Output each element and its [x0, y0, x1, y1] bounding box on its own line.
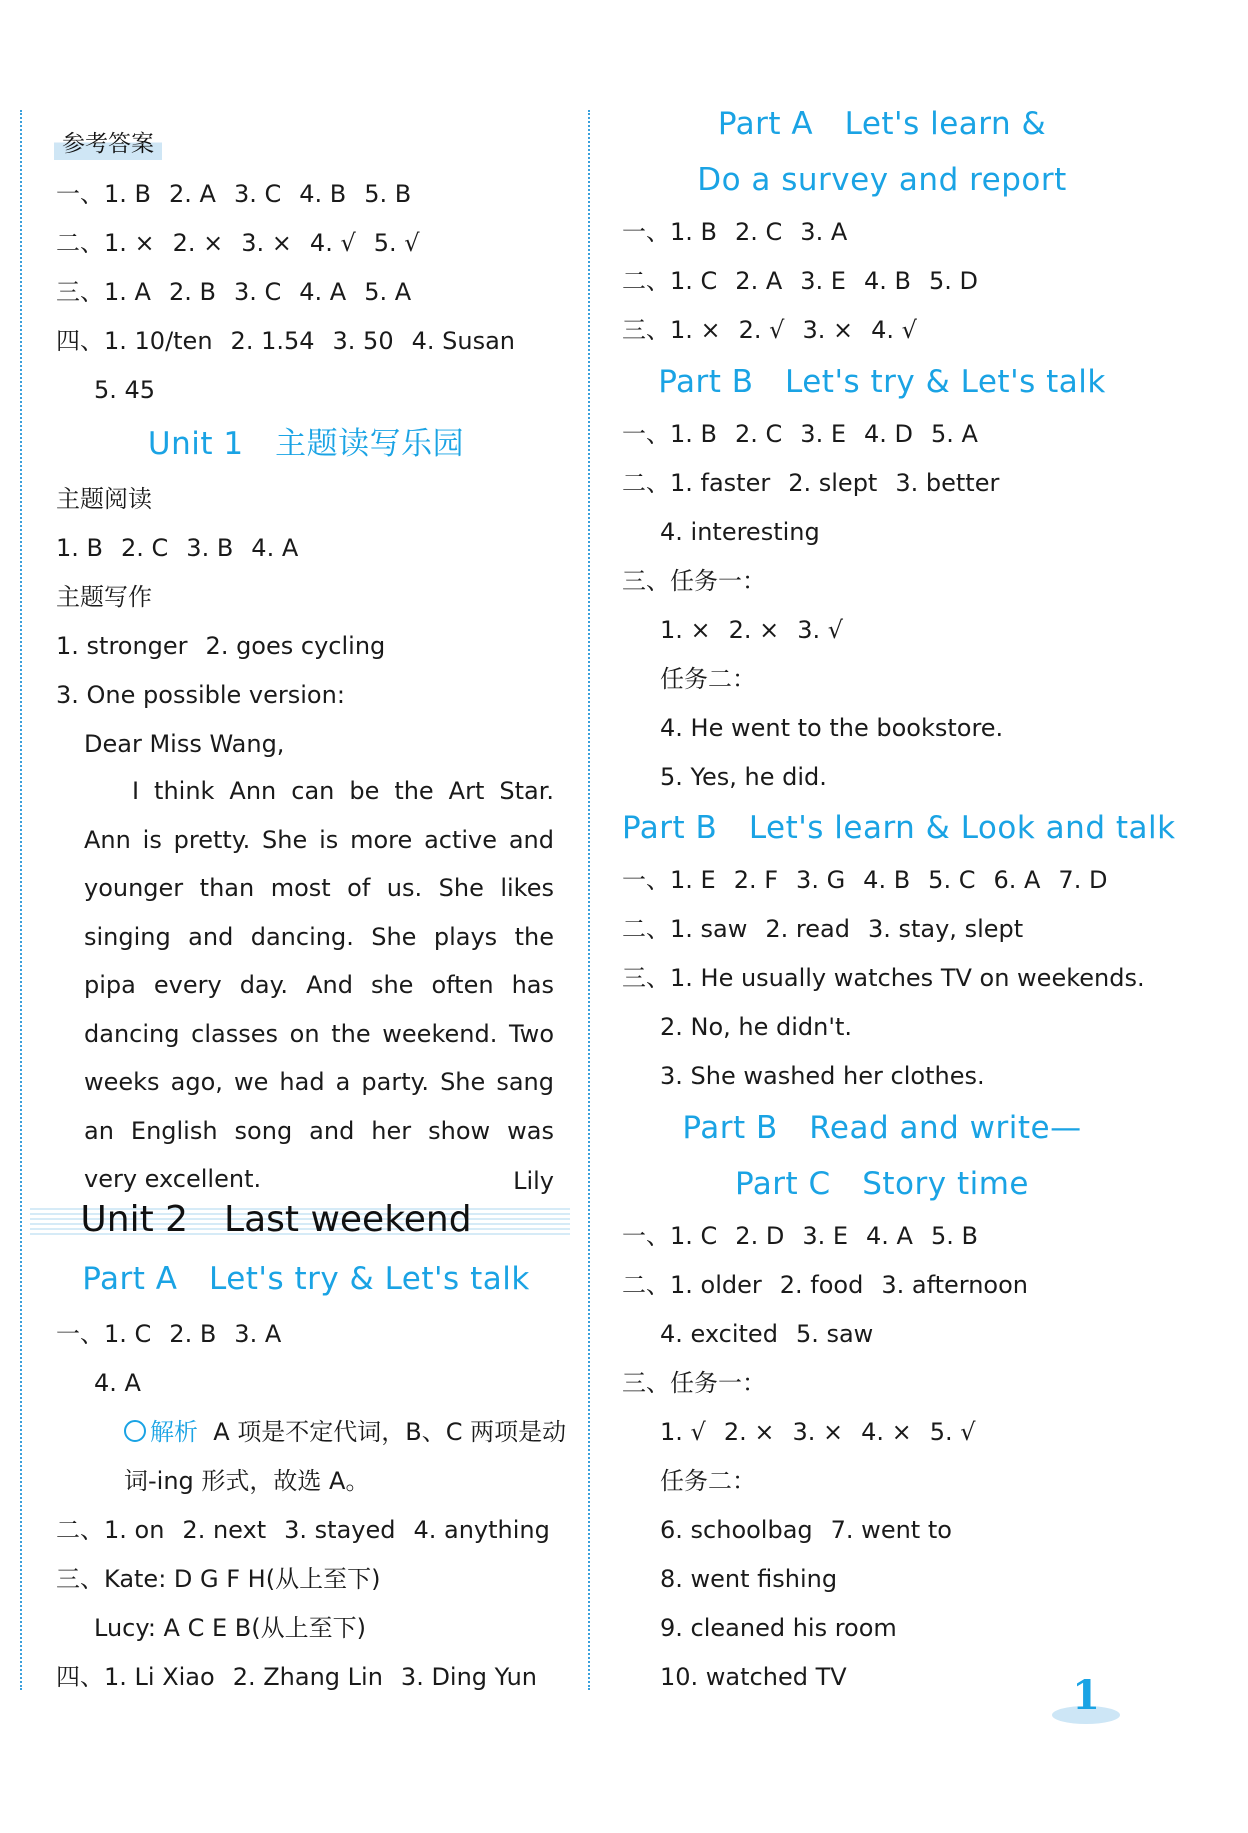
answer-row: 一、1. B 2. C 3. E 4. D 5. A: [622, 420, 978, 448]
reading-label: 主题阅读: [56, 485, 152, 513]
part-a-try-heading: Part A Let's try & Let's talk: [82, 1261, 530, 1297]
answer-row: 5. 45: [94, 376, 156, 404]
answer-row: 9. cleaned his room: [660, 1614, 897, 1642]
answer-row: Lucy: A C E B(从上至下): [94, 1614, 366, 1642]
analysis-note: 解析 A 项是不定代词，B、C 两项是动: [48, 1416, 566, 1448]
answer-row: 三、Kate: D G F H(从上至下): [56, 1565, 381, 1593]
answer-row: 任务二：: [660, 1467, 756, 1495]
answer-row: 二、1. C 2. A 3. E 4. B 5. D: [622, 267, 978, 295]
answer-row: 1. × 2. × 3. √: [660, 616, 844, 644]
part-b-try-heading: Part B Let's try & Let's talk: [658, 364, 1106, 400]
answer-row: 4. He went to the bookstore.: [660, 714, 1004, 742]
analysis-icon: [124, 1420, 146, 1442]
answer-row: 一、1. C 2. D 3. E 4. A 5. B: [622, 1222, 978, 1250]
answer-row: 二、1. faster 2. slept 3. better: [622, 469, 1000, 497]
part-b-read-heading: Part B Read and write—: [682, 1110, 1082, 1146]
answer-row: 三、1. × 2. √ 3. × 4. √: [622, 316, 917, 344]
answer-row: 二、1. on 2. next 3. stayed 4. anything: [56, 1516, 550, 1544]
answer-key-label: 参考答案: [54, 128, 162, 160]
answer-row: 四、1. 10/ten 2. 1.54 3. 50 4. Susan: [56, 327, 515, 355]
page-number: [1050, 1672, 1122, 1728]
answer-row: 二、1. older 2. food 3. afternoon: [622, 1271, 1028, 1299]
answer-row: 8. went fishing: [660, 1565, 838, 1593]
answer-row: 二、1. saw 2. read 3. stay, slept: [622, 915, 1024, 943]
answer-row: 三、任务一：: [622, 1369, 766, 1397]
part-a-learn-heading-1: Part A Let's learn &: [717, 106, 1047, 142]
answer-row: 5. Yes, he did.: [660, 763, 827, 791]
answer-row: 10. watched TV: [660, 1663, 847, 1691]
center-dotted-rule: [588, 110, 590, 1690]
answer-row: 1. √ 2. × 3. × 4. × 5. √: [660, 1418, 976, 1446]
answer-row: 三、1. He usually watches TV on weekends.: [622, 964, 1145, 992]
analysis-note-cont: 词-ing 形式，故选 A。: [124, 1467, 370, 1495]
answer-row: 一、1. C 2. B 3. A: [56, 1320, 282, 1348]
letter-greeting: Dear Miss Wang,: [84, 730, 285, 758]
answer-row: 四、1. Li Xiao 2. Zhang Lin 3. Ding Yun: [56, 1663, 537, 1691]
answer-row: 4. A: [94, 1369, 141, 1397]
answer-row: 3. She washed her clothes.: [660, 1062, 985, 1090]
part-c-story-heading: Part C Story time: [735, 1166, 1029, 1202]
answer-row: 6. schoolbag 7. went to: [660, 1516, 952, 1544]
answer-row: 4. excited 5. saw: [660, 1320, 874, 1348]
answer-row: 一、1. B 2. C 3. A: [622, 218, 848, 246]
unit1-heading: Unit 1 主题读写乐园: [147, 426, 465, 462]
answer-row: 1. B 2. C 3. B 4. A: [56, 534, 299, 562]
answer-row: 一、1. B 2. A 3. C 4. B 5. B: [56, 180, 412, 208]
answer-row: 1. stronger 2. goes cycling: [56, 632, 386, 660]
answer-row: 2. No, he didn't.: [660, 1013, 853, 1041]
letter-signature: Lily: [513, 1167, 554, 1195]
part-a-learn-heading-2: Do a survey and report: [697, 162, 1067, 198]
answer-row: 二、1. × 2. × 3. × 4. √ 5. √: [56, 229, 420, 257]
answer-row: 三、1. A 2. B 3. C 4. A 5. A: [56, 278, 412, 306]
answer-row: 3. One possible version:: [56, 681, 345, 709]
letter-body: I think Ann can be the Art Star. Ann is pretty. She is more active and younger than most of us. She likes singing and dancing. She plays the pipa every day. And she often has dancing classes on the weekend. Two weeks ago, we had a party. She sang an English song and her show was very excellent.: [84, 777, 554, 1193]
writing-label: 主题写作: [56, 583, 152, 611]
page-number-text: 1: [1072, 1672, 1100, 1719]
left-dotted-rule: [20, 110, 22, 1690]
answer-row: 一、1. E 2. F 3. G 4. B 5. C 6. A 7. D: [622, 866, 1108, 894]
answer-row: 4. interesting: [660, 518, 820, 546]
answer-row: 三、任务一：: [622, 567, 766, 595]
unit2-title: Unit 2 Last weekend: [80, 1199, 472, 1240]
part-b-learn-heading: Part B Let's learn & Look and talk: [622, 810, 1176, 846]
answer-row: 任务二：: [660, 665, 756, 693]
